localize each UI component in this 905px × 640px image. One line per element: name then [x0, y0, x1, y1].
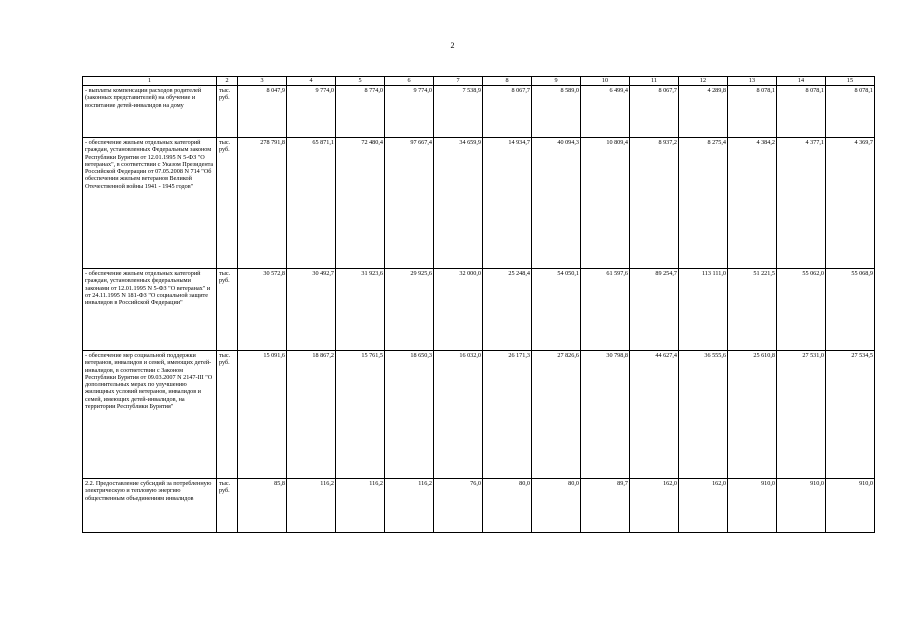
- value-cell: 6 499,4: [581, 86, 630, 138]
- value-cell: 116,2: [287, 479, 336, 533]
- value-cell: 89,7: [581, 479, 630, 533]
- value-cell: 8 078,1: [826, 86, 875, 138]
- table-row: [83, 86, 875, 138]
- value-cell: 30 798,8: [581, 351, 630, 479]
- value-cell: 51 221,5: [728, 269, 777, 351]
- value-cell: 25 610,8: [728, 351, 777, 479]
- column-header: 6: [385, 77, 434, 86]
- value-cell: 162,0: [630, 479, 679, 533]
- value-cell: 7 538,9: [434, 86, 483, 138]
- value-cell: 26 171,3: [483, 351, 532, 479]
- column-header: 5: [336, 77, 385, 86]
- value-cell: 25 248,4: [483, 269, 532, 351]
- value-cell: 116,2: [336, 479, 385, 533]
- row-description: - обеспечение жильем отдельных категорий граждан, установленных федеральными законами от 12.01.1995 N 5-ФЗ "О ветеранах" и от 24.11.1995 N 181-ФЗ "О социальной защите инвалидов в Российской Федерации": [83, 269, 217, 351]
- row-description: - выплаты компенсации расходов родителей (законных представителей) на обучение и воспитание детей-инвалидов на дому: [83, 86, 217, 138]
- value-cell: 4 384,2: [728, 138, 777, 269]
- column-header: 8: [483, 77, 532, 86]
- value-cell: 40 094,3: [532, 138, 581, 269]
- value-cell: 30 492,7: [287, 269, 336, 351]
- column-header: 3: [238, 77, 287, 86]
- value-cell: 8 774,0: [336, 86, 385, 138]
- value-cell: 80,0: [483, 479, 532, 533]
- value-cell: 278 791,8: [238, 138, 287, 269]
- budget-table: [82, 76, 875, 533]
- value-cell: 4 369,7: [826, 138, 875, 269]
- value-cell: 116,2: [385, 479, 434, 533]
- value-cell: 14 934,7: [483, 138, 532, 269]
- table-row: [83, 479, 875, 533]
- value-cell: 8 067,7: [630, 86, 679, 138]
- value-cell: 8 078,1: [728, 86, 777, 138]
- value-cell: 34 659,9: [434, 138, 483, 269]
- table-row: [83, 351, 875, 479]
- value-cell: 8 047,9: [238, 86, 287, 138]
- table-row: [83, 138, 875, 269]
- value-cell: 4 377,1: [777, 138, 826, 269]
- value-cell: 910,0: [728, 479, 777, 533]
- value-cell: 31 923,6: [336, 269, 385, 351]
- value-cell: 27 531,0: [777, 351, 826, 479]
- value-cell: 162,0: [679, 479, 728, 533]
- value-cell: 36 555,6: [679, 351, 728, 479]
- value-cell: 32 000,0: [434, 269, 483, 351]
- value-cell: 8 275,4: [679, 138, 728, 269]
- value-cell: 16 032,0: [434, 351, 483, 479]
- column-header: 4: [287, 77, 336, 86]
- value-cell: 910,0: [777, 479, 826, 533]
- column-header: 1: [83, 77, 217, 86]
- value-cell: 85,8: [238, 479, 287, 533]
- value-cell: 54 050,1: [532, 269, 581, 351]
- value-cell: 61 597,6: [581, 269, 630, 351]
- value-cell: 55 068,9: [826, 269, 875, 351]
- value-cell: 8 589,0: [532, 86, 581, 138]
- column-header: 7: [434, 77, 483, 86]
- row-unit: тыс. руб.: [217, 269, 238, 351]
- value-cell: 29 925,6: [385, 269, 434, 351]
- value-cell: 97 667,4: [385, 138, 434, 269]
- column-header: 14: [777, 77, 826, 86]
- row-unit: тыс. руб.: [217, 479, 238, 533]
- row-description: 2.2. Предоставление субсидий за потребленную электрическую и тепловую энергию общественным объединениям инвалидов: [83, 479, 217, 533]
- row-unit: тыс. руб.: [217, 138, 238, 269]
- value-cell: 15 091,6: [238, 351, 287, 479]
- column-header: 11: [630, 77, 679, 86]
- value-cell: 80,0: [532, 479, 581, 533]
- row-unit: тыс. руб.: [217, 351, 238, 479]
- value-cell: 76,0: [434, 479, 483, 533]
- row-description: - обеспечение жильем отдельных категорий граждан, установленных Федеральным законом Республики Бурятия от 12.01.1995 N 5-ФЗ "О ветеранах", в соответствии с Указом Президента Российской Федерации от 07.05.2008 N 714 "Об обеспечении жильем ветеранов Великой Отечественной войны 1941 - 1945 годов": [83, 138, 217, 269]
- column-header: 9: [532, 77, 581, 86]
- value-cell: 27 534,5: [826, 351, 875, 479]
- value-cell: 10 809,4: [581, 138, 630, 269]
- value-cell: 910,0: [826, 479, 875, 533]
- value-cell: 18 867,2: [287, 351, 336, 479]
- column-header-row: [83, 77, 875, 86]
- value-cell: 8 937,2: [630, 138, 679, 269]
- value-cell: 9 774,0: [385, 86, 434, 138]
- row-unit: тыс. руб.: [217, 86, 238, 138]
- column-header: 10: [581, 77, 630, 86]
- value-cell: 44 627,4: [630, 351, 679, 479]
- value-cell: 8 078,1: [777, 86, 826, 138]
- value-cell: 9 774,0: [287, 86, 336, 138]
- column-header: 12: [679, 77, 728, 86]
- value-cell: 55 062,0: [777, 269, 826, 351]
- value-cell: 113 111,0: [679, 269, 728, 351]
- table-row: [83, 269, 875, 351]
- value-cell: 89 254,7: [630, 269, 679, 351]
- value-cell: 65 871,1: [287, 138, 336, 269]
- column-header: 2: [217, 77, 238, 86]
- value-cell: 4 289,8: [679, 86, 728, 138]
- value-cell: 8 067,7: [483, 86, 532, 138]
- value-cell: 30 572,8: [238, 269, 287, 351]
- value-cell: 27 826,6: [532, 351, 581, 479]
- column-header: 15: [826, 77, 875, 86]
- page-number: 2: [450, 41, 455, 50]
- row-description: - обеспечение мер социальной поддержки ветеранов, инвалидов и семей, имеющих детей-инвалидов, в соответствии с Законом Республики Бурятия от 09.03.2007 N 2147-III "О дополнительных мерах по улучшению жилищных условий ветеранов, инвалидов и семей, имеющих детей-инвалидов, на территории Республики Бурятия": [83, 351, 217, 479]
- column-header: 13: [728, 77, 777, 86]
- value-cell: 18 650,3: [385, 351, 434, 479]
- value-cell: 15 761,5: [336, 351, 385, 479]
- value-cell: 72 480,4: [336, 138, 385, 269]
